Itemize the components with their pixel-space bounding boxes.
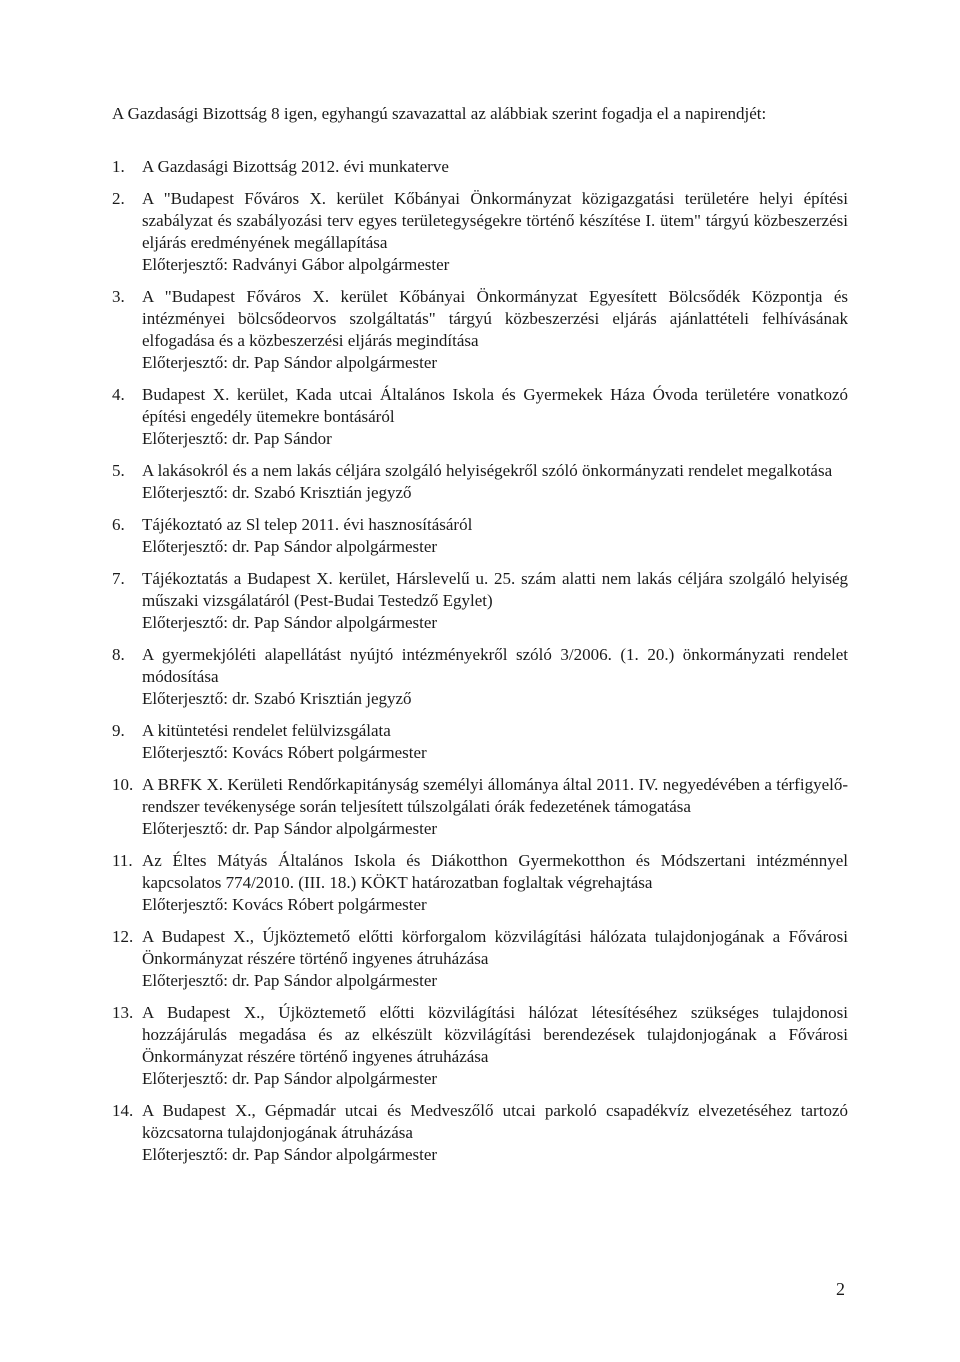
item-number: 2. <box>112 189 125 208</box>
item-text: A kitüntetési rendelet felülvizsgálata <box>142 721 391 740</box>
item-presenter: Előterjesztő: Kovács Róbert polgármester <box>142 743 427 762</box>
item-presenter: Előterjesztő: Kovács Róbert polgármester <box>142 895 427 914</box>
item-text: A Budapest X., Újköztemető előtti körforgalom közvilágítási hálózata tulajdonjogának a Fővárosi Önkormányzat részére történő ingyenes átruházása <box>142 927 848 968</box>
item-number: 9. <box>112 721 125 740</box>
item-text: A lakásokról és a nem lakás céljára szolgáló helyiségekről szóló önkormányzati rendelet megalkotása <box>142 461 833 480</box>
agenda-item <box>112 188 848 276</box>
item-text: A Budapest X., Újköztemető előtti közvilágítási hálózat létesítéséhez szükséges tulajdonosi hozzájárulás megadása és az elkészült közvilágítási berendezések tulajdonjogának a Fővárosi Önkormányzat részére történő ingyenes átruházása <box>142 1003 848 1066</box>
item-text: Budapest X. kerület, Kada utcai Általános Iskola és Gyermekek Háza Óvoda területére vonatkozó építési engedély ütemekre bontásáról <box>142 385 848 426</box>
item-number: 7. <box>112 569 125 588</box>
agenda-item <box>112 926 848 992</box>
item-number: 13. <box>112 1003 134 1022</box>
item-text: A gyermekjóléti alapellátást nyújtó intézményekről szóló 3/2006. (1. 20.) önkormányzati rendelet módosítása <box>142 645 848 686</box>
item-text: Tájékoztató az Sl telep 2011. évi hasznosításáról <box>142 515 473 534</box>
item-presenter: Előterjesztő: dr. Pap Sándor alpolgármester <box>142 613 438 632</box>
agenda-item <box>112 1100 848 1166</box>
item-number: 5. <box>112 461 125 480</box>
item-number: 6. <box>112 515 125 534</box>
agenda-item <box>112 850 848 916</box>
item-text: A BRFK X. Kerületi Rendőrkapitányság személyi állománya által 2011. IV. negyedévében a térfigyelő-rendszer tevékenysége során teljesített túlszolgálati órák fedezetének támogatása <box>142 775 848 816</box>
item-presenter: Előterjesztő: dr. Pap Sándor alpolgármester <box>142 1069 438 1088</box>
item-number: 14. <box>112 1101 134 1120</box>
item-presenter: Előterjesztő: dr. Pap Sándor alpolgármester <box>142 1145 438 1164</box>
item-presenter: Előterjesztő: dr. Szabó Krisztián jegyző <box>142 689 412 708</box>
item-text: A Budapest X., Gépmadár utcai és Medveszőlő utcai parkoló csapadékvíz elvezetéséhez tartozó közcsatorna tulajdonjogának átruházása <box>142 1101 848 1142</box>
page-number: 2 <box>836 1279 845 1299</box>
item-presenter: Előterjesztő: Radványi Gábor alpolgármester <box>142 255 450 274</box>
item-presenter: Előterjesztő: dr. Szabó Krisztián jegyző <box>142 483 412 502</box>
item-number: 3. <box>112 287 125 306</box>
item-number: 10. <box>112 775 134 794</box>
agenda-item <box>112 286 848 374</box>
item-number: 1. <box>112 157 125 176</box>
item-presenter: Előterjesztő: dr. Pap Sándor <box>142 429 332 448</box>
item-number: 11. <box>112 851 133 870</box>
item-text: A Gazdasági Bizottság 2012. évi munkaterve <box>142 157 449 176</box>
agenda-list <box>112 156 848 1176</box>
agenda-item <box>112 644 848 710</box>
agenda-item <box>112 156 848 178</box>
item-presenter: Előterjesztő: dr. Pap Sándor alpolgármester <box>142 537 438 556</box>
agenda-item <box>112 568 848 634</box>
agenda-item <box>112 514 848 558</box>
item-text: A "Budapest Főváros X. kerület Kőbányai Önkormányzat közigazgatási területére helyi építési szabályzat és szabályozási terv egyes területegységekre történő készítése I. ütem" tárgyú közbeszerzési eljárás eredményének megállapítása <box>142 189 848 252</box>
intro-paragraph: A Gazdasági Bizottság 8 igen, egyhangú szavazattal az alábbiak szerint fogadja el a napirendjét: <box>112 104 767 123</box>
agenda-item <box>112 720 848 764</box>
item-number: 8. <box>112 645 125 664</box>
item-text: Az Éltes Mátyás Általános Iskola és Diákotthon Gyermekotthon és Módszertani intézménnyel kapcsolatos 774/2010. (III. 18.) KÖKT határozatban foglaltak végrehajtása <box>142 851 848 892</box>
agenda-item <box>112 460 848 504</box>
agenda-item <box>112 1002 848 1090</box>
item-text: Tájékoztatás a Budapest X. kerület, Hárslevelű u. 25. szám alatti nem lakás céljára szolgáló helyiség műszaki vizsgálatáról (Pest-Budai Testedző Egylet) <box>142 569 848 610</box>
item-presenter: Előterjesztő: dr. Pap Sándor alpolgármester <box>142 971 438 990</box>
item-number: 4. <box>112 385 125 404</box>
item-text: A "Budapest Főváros X. kerület Kőbányai Önkormányzat Egyesített Bölcsődék Központja és intézményei bölcsődeorvos szolgáltatás" tárgyú közbeszerzési eljárás ajánlattételi felhívásának elfogadása és a közbeszerzési eljárás megindítása <box>142 287 848 350</box>
agenda-item <box>112 774 848 840</box>
agenda-item <box>112 384 848 450</box>
item-presenter: Előterjesztő: dr. Pap Sándor alpolgármester <box>142 819 438 838</box>
item-number: 12. <box>112 927 134 946</box>
item-presenter: Előterjesztő: dr. Pap Sándor alpolgármester <box>142 353 438 372</box>
